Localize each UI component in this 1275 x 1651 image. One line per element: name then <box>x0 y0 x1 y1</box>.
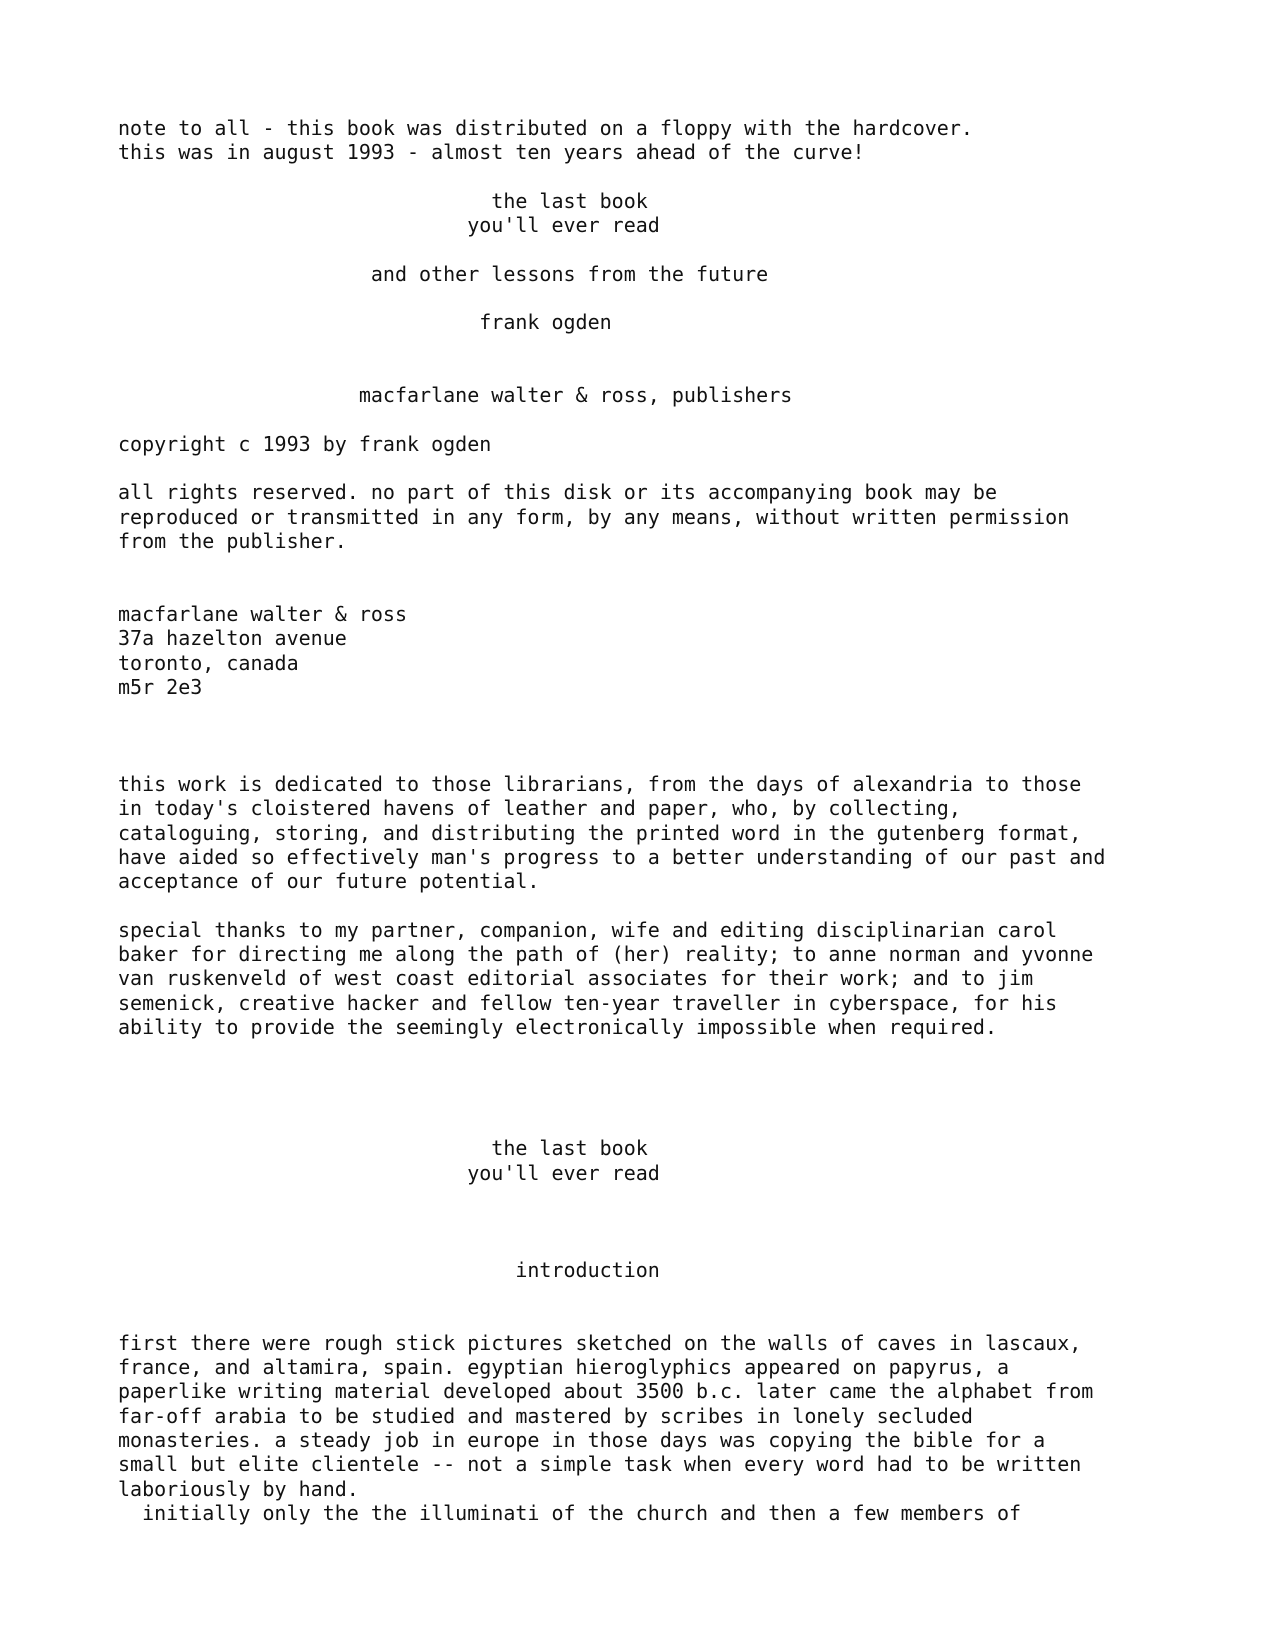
document-page <box>118 116 1218 1525</box>
spacer <box>118 553 1218 577</box>
spacer <box>118 286 1218 310</box>
address-line: 37a hazelton avenue <box>118 626 347 651</box>
thanks-line: van ruskenveld of west coast editorial associates for their work; and to jim <box>118 966 1034 991</box>
introduction-line: france, and altamira, spain. egyptian hieroglyphics appeared on papyrus, a <box>118 1355 1010 1380</box>
spacer <box>118 1185 1218 1209</box>
rights-line: reproduced or transmitted in any form, by any means, without written permission <box>118 504 1070 529</box>
note-line: note to all - this book was distributed on a floppy with the hardcover. <box>118 116 973 140</box>
spacer <box>118 1209 1218 1233</box>
spacer <box>118 1234 1218 1258</box>
spacer <box>118 1088 1218 1112</box>
introduction-heading: introduction <box>118 1257 660 1282</box>
introduction-line: initially only the the illuminati of the church and then a few members of <box>118 1500 1022 1525</box>
book-title-line: the last book <box>118 188 648 213</box>
introduction-line: paperlike writing material developed about 3500 b.c. later came the alphabet from <box>118 1379 1094 1404</box>
spacer <box>118 1282 1218 1306</box>
thanks-line: baker for directing me along the path of (her) reality; to anne norman and yvonne <box>118 942 1094 967</box>
introduction-line: first there were rough stick pictures sketched on the walls of caves in lascaux, <box>118 1330 1082 1355</box>
dedication-line: cataloguing, storing, and distributing the printed word in the gutenberg format, <box>118 820 1082 845</box>
book-subtitle: and other lessons from the future <box>118 261 769 286</box>
introduction-line: monasteries. a steady job in europe in those days was copying the bible for a <box>118 1428 1046 1453</box>
address-line: toronto, canada <box>118 650 299 675</box>
introduction-line: far-off arabia to be studied and mastered by scribes in lonely secluded <box>118 1403 973 1428</box>
copyright-line: copyright c 1993 by frank ogden <box>118 431 492 456</box>
spacer <box>118 335 1218 359</box>
author-name: frank ogden <box>118 310 612 335</box>
address-line: macfarlane walter & ross <box>118 601 407 626</box>
spacer <box>118 456 1218 480</box>
second-title-line: you'll ever read <box>118 1160 660 1185</box>
spacer <box>118 723 1218 747</box>
book-title-line: you'll ever read <box>118 213 660 238</box>
introduction-line: laboriously by hand. <box>118 1476 359 1501</box>
spacer <box>118 237 1218 261</box>
spacer <box>118 578 1218 602</box>
publisher-line: macfarlane walter & ross, publishers <box>118 383 793 408</box>
dedication-line: acceptance of our future potential. <box>118 869 540 894</box>
note-line: this was in august 1993 - almost ten years ahead of the curve! <box>118 140 865 165</box>
thanks-line: ability to provide the seemingly electronically impossible when required. <box>118 1014 997 1039</box>
dedication-line: in today's cloistered havens of leather and paper, who, by collecting, <box>118 796 961 821</box>
spacer <box>118 748 1218 772</box>
spacer <box>118 1307 1218 1331</box>
dedication-line: this work is dedicated to those librarians, from the days of alexandria to those <box>118 772 1082 797</box>
rights-line: all rights reserved. no part of this disk or its accompanying book may be <box>118 480 997 505</box>
thanks-line: special thanks to my partner, companion, wife and editing disciplinarian carol <box>118 917 1058 942</box>
introduction-line: small but elite clientele -- not a simple task when every word had to be written <box>118 1452 1082 1477</box>
spacer <box>118 699 1218 723</box>
spacer <box>118 1039 1218 1063</box>
spacer <box>118 894 1218 918</box>
address-line: m5r 2e3 <box>118 674 203 699</box>
spacer <box>118 1064 1218 1088</box>
spacer <box>118 165 1218 189</box>
spacer <box>118 408 1218 432</box>
dedication-line: have aided so effectively man's progress to a better understanding of our past and <box>118 844 1106 869</box>
second-title-line: the last book <box>118 1136 648 1161</box>
spacer <box>118 359 1218 383</box>
spacer <box>118 1112 1218 1136</box>
thanks-line: semenick, creative hacker and fellow ten-year traveller in cyberspace, for his <box>118 990 1058 1015</box>
rights-line: from the publisher. <box>118 529 347 554</box>
